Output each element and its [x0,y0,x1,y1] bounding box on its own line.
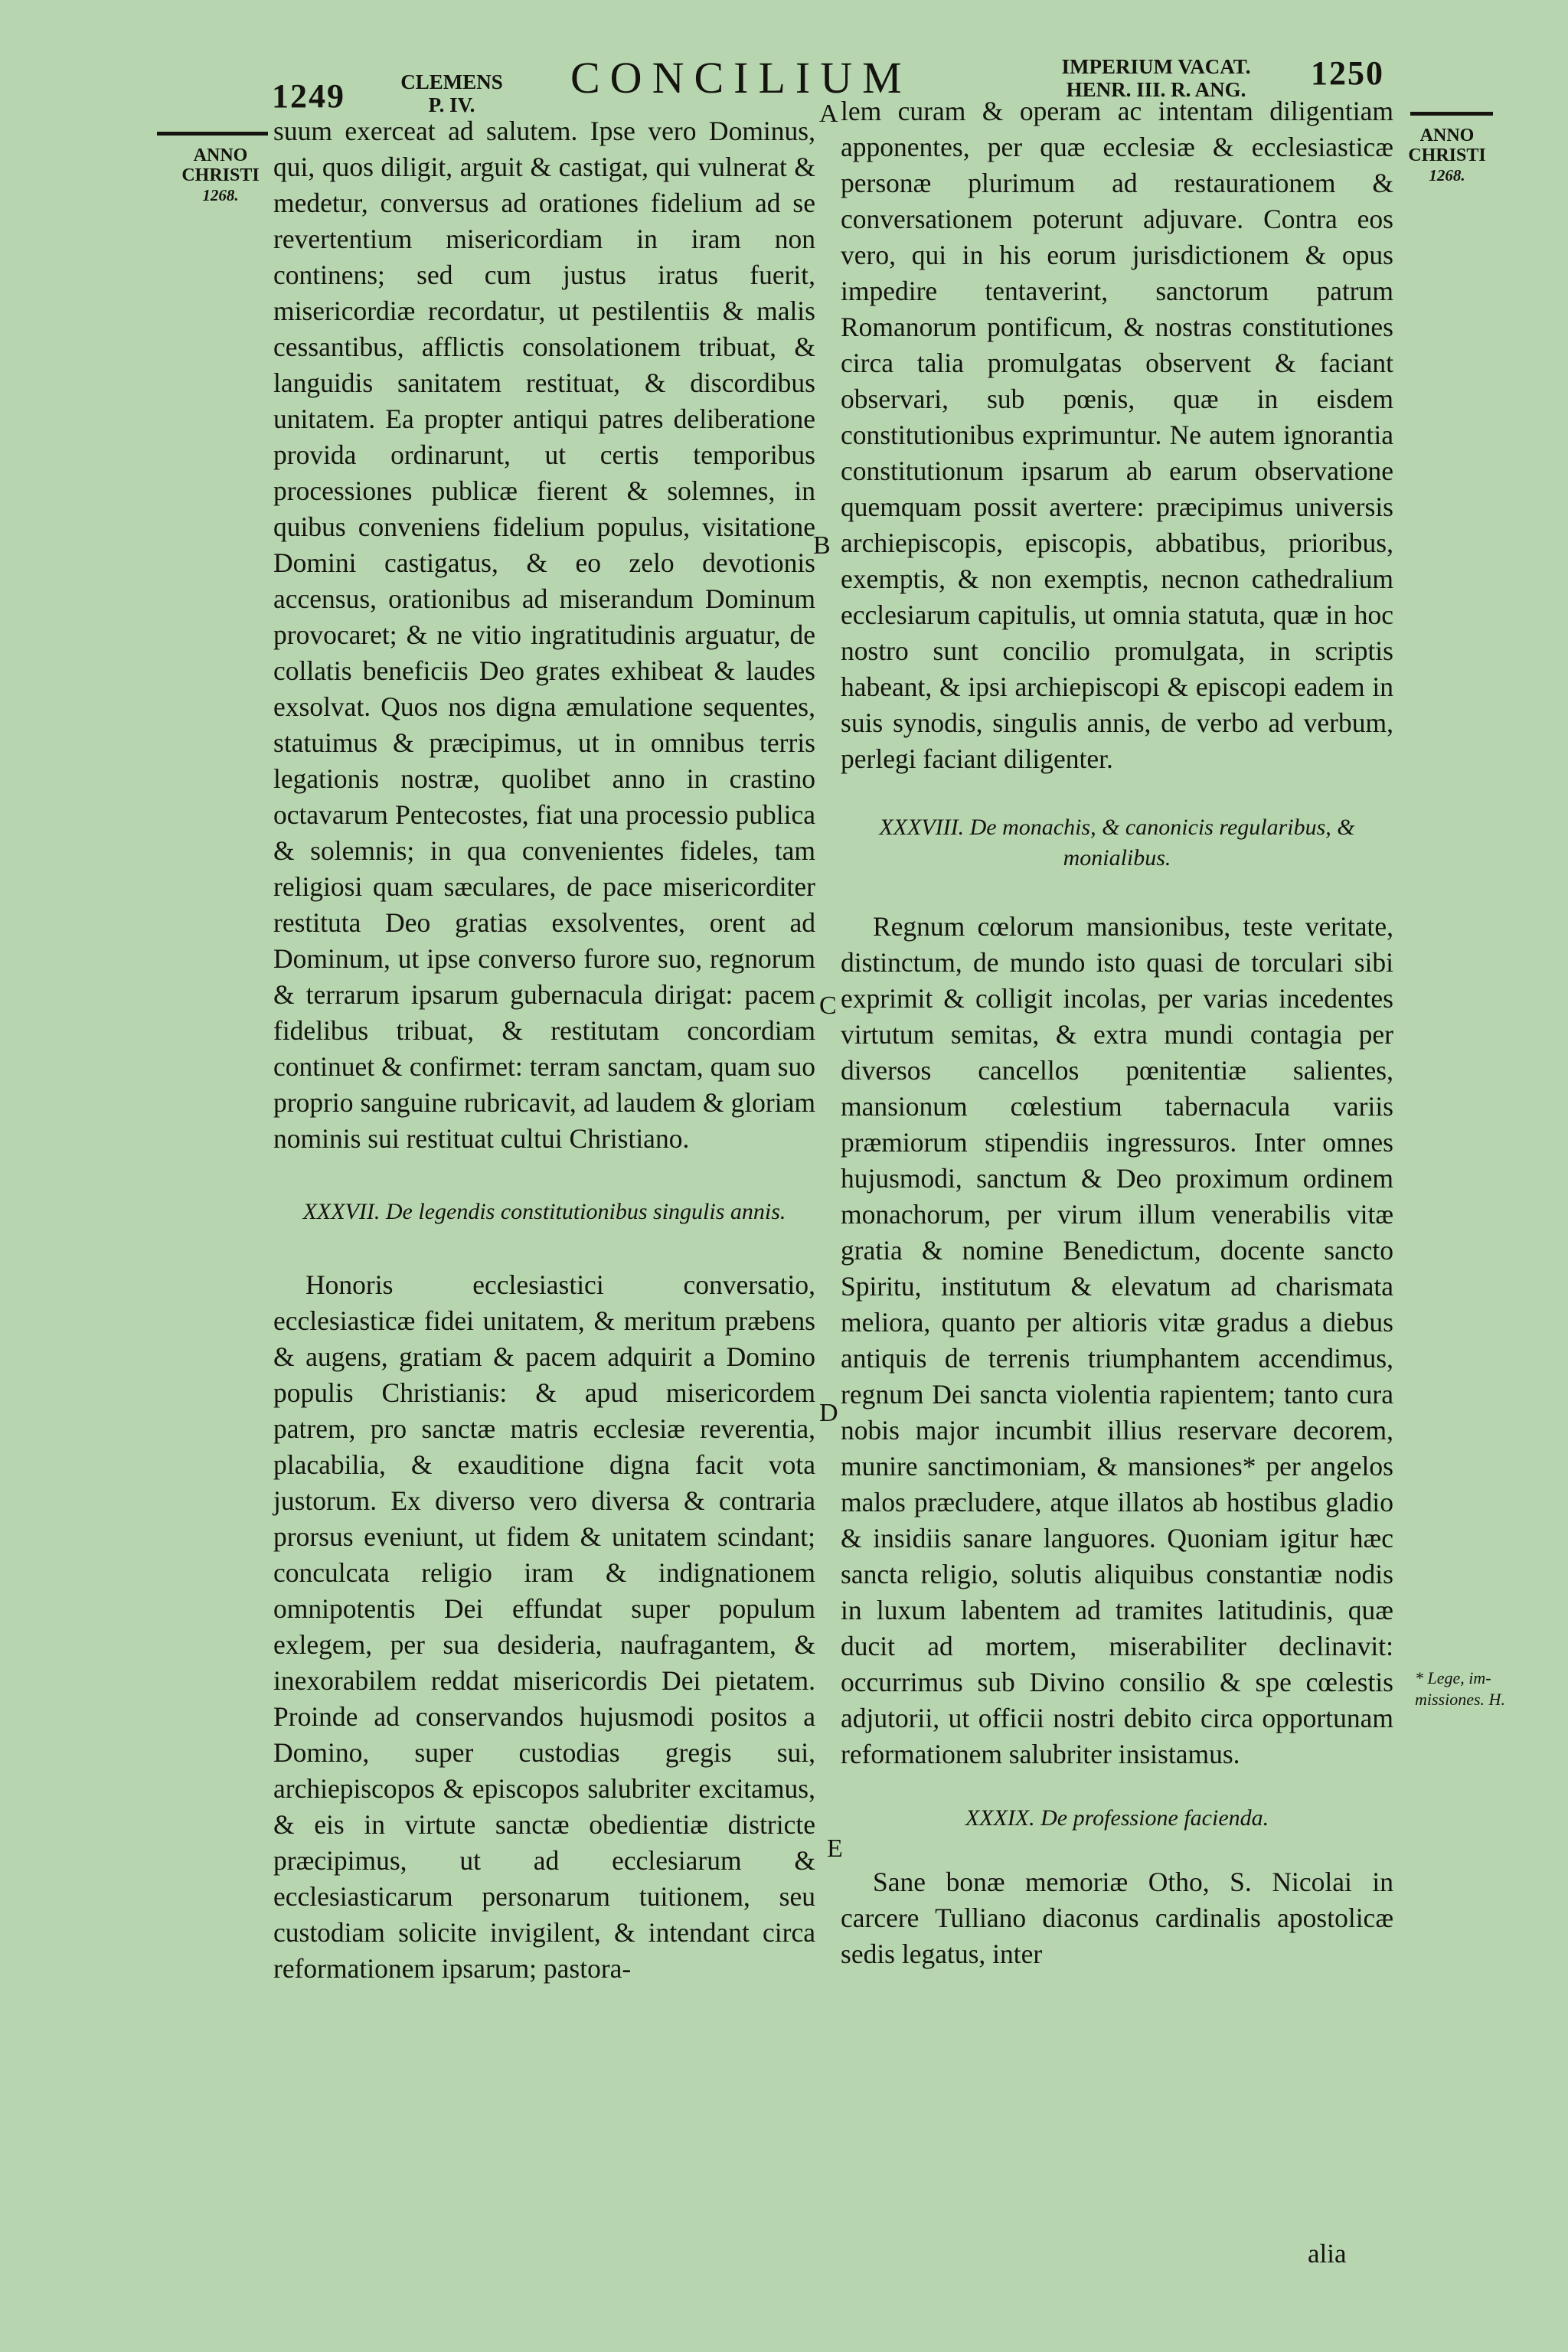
right-page-number: 1250 [1311,54,1384,92]
right-paragraph-1: lem curam & operam ac intentam diligentiam apponentes, per quæ ecclesiæ & ecclesiasticæ personæ plurimum ad restaurationem & conversationem poterunt adjuvare. Contra eos vero, qui in his eorum jurisdictionem & opus impedire tentaverint, sanctorum patrum Romanorum pontificum, & nostras constitutiones circa talia promulgatas observent & faciant observari, sub pœnis, quæ in eisdem constitutionibus exprimuntur. Ne autem ignorantia constitutionum ipsarum ab earum observatione quemquam possit avertere: præcipimus universis archiepiscopis, episcopis, abbatibus, prioribus, exemptis, & non exemptis, necnon cathedralium ecclesiarum capitulis, ut omnia statuta, quæ in hoc nostro sunt concilio promulgata, in scriptis habeant, & ipsi archiepiscopi & episcopi eadem in suis synodis, singulis annis, de verbo ad verbum, perlegi faciant diligenter. [841,96,1393,774]
anno-right: ANNO CHRISTI 1268. [1408,126,1486,185]
pope-number: P. IV. [428,93,475,116]
right-paragraph-2: Regnum cœlorum mansionibus, teste veritate, distinctum, de mundo isto quasi de torculari sibi exprimit & colligit incolas, per varias incedentes virtutum semitas, & extra mundi contagia per diversos cancellos pœnitentiæ salientes, mansionum cœlestium tabernacula variis præmiorum stipendiis ingressuros. Inter omnes hujusmodi, sanctum & Deo proximum ordinem monachorum, per virum illum venerabilis vitæ gratia & nomine Benedictum, docente sancto Spiritu, institutum & elevatum ad charismata meliora, quanto per altioris vitæ gradus a diebus antiquis de terrenis triumphantem accendimus, regnum Dei sancta violentia rapientem; tanto cura nobis major incumbit illius reservare decorem, munire sanctimoniam, & mansiones* per angelos malos præcludere, atque illatos ab hostibus gladio & insidiis sanare languores. Quoniam igitur hæc sancta religio, solutis aliquibus constantiæ nodis in luxum labentem ad tramites latitudinis, quæ ducit ad mortem, miserabiliter declinavit: occurrimus sub Divino consilio & spe cœlestis adjutorii, ut officii nostri debito circa opportunam reformationem salubriter insistamus. [841,911,1393,1769]
running-head-pope [398,70,505,116]
left-margin-rule [157,132,268,136]
left-column [273,113,815,1987]
section-marker-a: A [819,100,838,128]
right-column [841,93,1393,1972]
emperor-line-2: HENR. III. R. ANG. [1066,78,1246,101]
anno-left: ANNO CHRISTI 1268. [181,145,260,204]
catchword: alia [1308,2239,1347,2269]
left-page-number: 1249 [272,77,345,115]
left-paragraph-1: suum exerceat ad salutem. Ipse vero Dominus, qui, quos diligit, arguit & castigat, qui vulnerat & medetur, conversus ad orationes fidelium ad se revertentium misericordiam in iram non continens; sed cum justus iratus fuerit, misericordiæ recordatur, ut pestilentiis & malis cessantibus, afflictis consolationem tribuat, & languidis sanitatem restituat, & discordibus unitatem. Ea propter antiqui patres deliberatione provida ordinarunt, ut certis temporibus processiones publicæ fierent & solemnes, in quibus conveniens fidelium populus, visitatione Domini castigatus, & eo zelo devotionis accensus, orationibus ad miserandum Dominum provocaret; & ne vitio ingratitudinis arguatur, de collatis beneficiis Deo grates exhibeat & laudes exsolvat. Quos nos digna æmulatione sequentes, statuimus & præcipimus, ut in omnibus terris legationis nostræ, quolibet anno in crastino octavarum Pentecostes, fiat una processio publica & solemnis; in qua convenientes fideles, tam religiosi quam sæculares, de pace misericorditer restituta Deo gratias exsolventes, orent ad Dominum, ut ipse converso furore suo, regnorum & terrarum ipsarum gubernacula dirigat: pacem fidelibus tribuat, & restitutam concordiam continuet & confirmet: terram sanctam, quam suo proprio sanguine rubricavit, ad laudem & gloriam nominis sui restituat cultui Christiano. [273,116,815,1154]
right-margin-rule [1410,112,1493,116]
left-paragraph-2: Honoris ecclesiastici conversatio, ecclesiasticæ fidei unitatem, & meritum præbens & augens, gratiam & pacem adquirit a Domino populis Christianis: & apud misericordem patrem, pro sanctæ matris ecclesiæ reverentia, placabilia, & exauditione digna facit vota justorum. Ex diverso vero diversa & contraria prorsus eveniunt, ut fidem & unitatem scindant; conculcata religio iram & indignationem omnipotentis Dei effundat super populum exlegem, per sua desideria, naufragantem, & inexorabilem reddat misericordis Dei pietatem. Proinde ad conservandos hujusmodi positos a Domino, super custodias gregis sui, archiepiscopos & episcopos salubriter excitamus, & eis in virtute sanctæ obedientiæ districte præcipimus, ut ad ecclesiarum & ecclesiasticarum personarum tuitionem, seu custodiam solicite invigilent, & intendant circa reformationem ipsarum; pastora- [273,1269,815,1984]
emperor-line-1: IMPERIUM VACAT. [1061,55,1251,78]
heading-xxxvii: XXXVII. De legendis constitutionibus singulis annis. [302,1199,786,1224]
right-paragraph-3: Sane bonæ memoriæ Otho, S. Nicolai in carcere Tulliano diaconus cardinalis apostolicæ sedis legatus, inter [841,1867,1393,1969]
running-head-title: CONCILIUM [570,53,912,103]
section-marker-e: E [827,1834,843,1863]
section-marker-d: D [819,1399,838,1427]
marginal-note: * Lege, im- missiones. H. [1415,1668,1505,1709]
heading-xxxix: XXXIX. De professione facienda. [965,1805,1269,1831]
pope-name: CLEMENS [400,70,503,93]
section-marker-b: B [813,531,831,560]
section-marker-c: C [819,991,837,1020]
heading-xxxviii: XXXVIII. De monachis, & canonicis regularibus, & monialibus. [879,815,1355,871]
